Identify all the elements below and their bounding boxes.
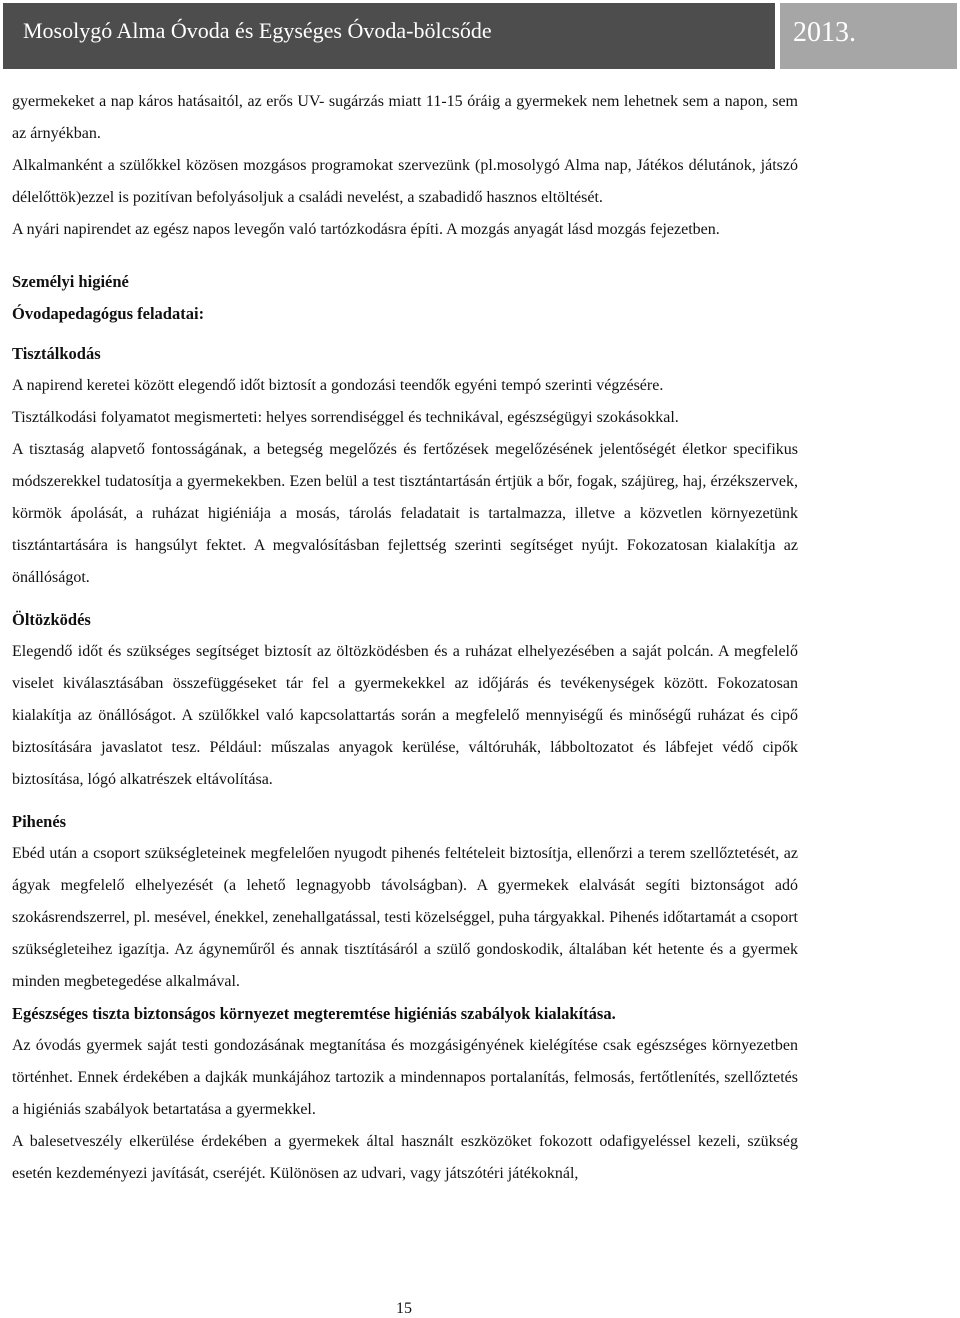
heading-szemelyi-higiene: Személyi higiéné xyxy=(12,272,129,291)
oltozkodes-paragraph: Elegendő időt és szükséges segítséget biztosít az öltözködésben és a ruházat elhelyezésében a saját polcán. A megfelelő viselet kiválasztásában összefüggéseket tár fel a gyermekekkel az időjárás és tevékenységek között. Fokozatosan kialakítja az önállóságot. A szülőkkel való kapcsolattartás során a megfelelő mennyiségű és minőségű ruházat és cipő biztosítására javaslatot tesz. Például: műszalas anyagok kerülése, váltóruhák, lábboltozatot és lábfejet védő cipők biztosítása, lógó alkatrészek eltávolítása. xyxy=(12,643,798,788)
kornyezet-paragraph-1: Az óvodás gyermek saját testi gondozásának megtanítása és mozgásigényének kielégítése csak egészséges környezetben történhet. Ennek érdekében a dajkák munkájához tartozik a mindennapos portalanítás, felmosás, fertőtlenítés, szellőztetés a higiéniás szabályok betartatása a gyermekkel. xyxy=(12,1037,798,1118)
kornyezet-paragraph-2: A balesetveszély elkerülése érdekében a gyermekek által használt eszközöket fokozott odafigyeléssel kezeli, szükség esetén kezdeményezi javítását, cseréjét. Különösen az udvari, vagy játszótéri játékoknál, xyxy=(12,1133,798,1182)
page-header xyxy=(0,0,960,72)
document-body xyxy=(12,86,798,1190)
header-year-box xyxy=(780,3,957,69)
tisztalkodas-paragraph-1: A napirend keretei között elegendő időt biztosít a gondozási teendők egyéni tempó szerinti végzésére. xyxy=(12,377,664,394)
pihenes-paragraph: Ebéd után a csoport szükségleteinek megfelelően nyugodt pihenés feltételeit biztosítja, ellenőrzi a terem szellőztetését, az ágyak megfelelő elhelyezését (a lehető legnagyobb távolságban). A gyermekek elalvását segíti biztonságot adó szokásrendszerrel, pl. mesével, énekkel, zenehallgatással, testi közelséggel, puha tárgyakkal. Pihenés időtartamát a csoport szükségleteihez igazítja. Az ágyneműről és annak tisztításáról a szülő gondoskodik, általában két hetente és a gyermek minden megbetegedése alkalmával. xyxy=(12,845,798,990)
header-year: 2013. xyxy=(793,17,856,48)
heading-pihenes: Pihenés xyxy=(12,812,67,831)
heading-ovodapedagogus-feladatai: Óvodapedagógus feladatai: xyxy=(12,304,205,323)
header-title-bar xyxy=(3,3,775,69)
tisztalkodas-paragraph-3: A tisztaság alapvető fontosságának, a betegség megelőzés és fertőzések megelőzésének jelentőségét életkor specifikus módszerekkel tudatosítja a gyermekekben. Ezen belül a test tisztántartásán értjük a bőr, fogak, szájüreg, haj, érzékszervek, körmök ápolását, a ruházat higiéniája a mosás, tárolás feladatait is tartalmazza, illetve a közvetlen környezetünk tisztántartására is hangsúlyt fektet. A megvalósításban fejlettség szerinti segítséget nyújt. Fokozatosan kialakítja az önállóságot. xyxy=(12,441,798,586)
heading-oltozkodes: Öltözködés xyxy=(12,610,91,629)
intro-paragraph-2: Alkalmanként a szülőkkel közösen mozgásos programokat szervezünk (pl.mosolygó Alma nap, Játékos délutánok, játszó délelőttök)ezzel is pozitívan befolyásoljuk a családi nevelést, a szabadidő hasznos eltöltését. xyxy=(12,157,798,206)
header-title: Mosolygó Alma Óvoda és Egységes Óvoda-bölcsőde xyxy=(23,18,492,43)
heading-kornyezet: Egészséges tiszta biztonságos környezet megteremtése higiéniás szabályok kialakítása. xyxy=(12,1004,616,1023)
intro-paragraph-3: A nyári napirendet az egész napos levegőn való tartózkodásra építi. A mozgás anyagát lásd mozgás fejezetben. xyxy=(12,221,720,238)
intro-paragraph-1: gyermekeket a nap káros hatásaitól, az erős UV- sugárzás miatt 11-15 óráig a gyermekek nem lehetnek sem a napon, sem az árnyékban. xyxy=(12,93,798,142)
heading-tisztalkodas: Tisztálkodás xyxy=(12,344,101,363)
tisztalkodas-paragraph-2: Tisztálkodási folyamatot megismerteti: helyes sorrendiséggel és technikával, egészségügyi szokásokkal. xyxy=(12,409,679,426)
page-number: 15 xyxy=(396,1300,412,1317)
